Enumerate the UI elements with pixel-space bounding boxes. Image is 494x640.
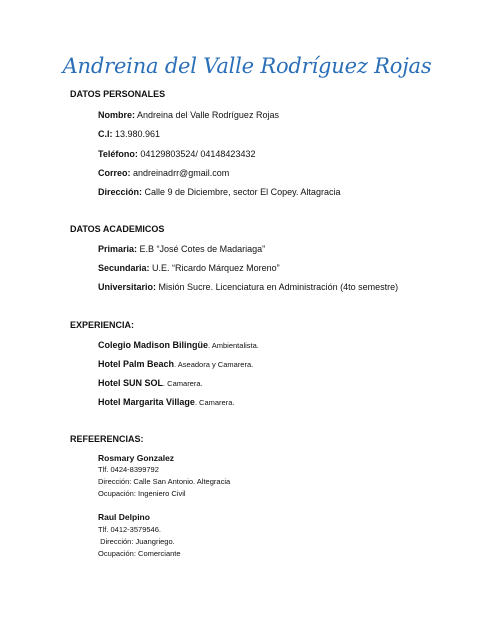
personal-id-line (98, 129, 160, 139)
field-label: Teléfono: (98, 149, 138, 159)
section-heading-experience: EXPERIENCIA: (70, 320, 135, 330)
experience-place: Hotel Palm Beach (98, 359, 175, 369)
academic-university-line (98, 282, 398, 292)
experience-item (98, 397, 234, 407)
personal-email-line (98, 168, 229, 178)
reference-phone: Tlf. 0424-8399792 (98, 465, 159, 474)
field-value: Andreina del Valle Rodríguez Rojas (137, 110, 279, 120)
personal-name-line (98, 110, 279, 120)
field-value: Misión Sucre. Licenciatura en Administración (4to semestre) (158, 282, 399, 292)
field-label: C.I: (98, 129, 113, 139)
field-value: E.B “José Cotes de Madariaga” (139, 244, 266, 254)
field-label: Nombre: (98, 110, 136, 120)
experience-item (98, 340, 259, 350)
personal-address-line (98, 187, 340, 197)
experience-place: Hotel SUN SOL (98, 378, 164, 388)
reference-occupation: Ocupación: Comerciante (98, 549, 181, 558)
field-label: Primaria: (98, 244, 138, 254)
section-heading-references: REFEERENCIAS: (70, 434, 144, 444)
reference-address: Dirección: Juangriego. (98, 537, 175, 546)
reference-occupation: Ocupación: Ingeniero Civil (98, 489, 186, 498)
reference-address: Dirección: Calle San Antonio. Altegracia (98, 477, 231, 486)
academic-secondary-line (98, 263, 280, 273)
document-title: Andreina del Valle Rodríguez Rojas (62, 54, 432, 78)
reference-name: Rosmary Gonzalez (98, 453, 175, 463)
personal-phone-line (98, 149, 255, 159)
experience-place: Colegio Madison Bilingüe (98, 340, 208, 350)
section-heading-personal: DATOS PERSONALES (70, 89, 166, 99)
experience-role: . Ambientalista. (208, 341, 259, 350)
field-label: Correo: (98, 168, 131, 178)
field-value: andreinadrr@gmail.com (133, 168, 230, 178)
field-value: 13.980.961 (115, 129, 161, 139)
reference-phone: Tlf. 0412-3579546. (98, 525, 161, 534)
experience-item (98, 359, 253, 369)
academic-primary-line (98, 244, 265, 254)
field-value: 04129803524/ 04148423432 (140, 149, 256, 159)
experience-place: Hotel Margarita Village (98, 397, 195, 407)
experience-role: . Aseadora y Camarera. (174, 360, 254, 369)
field-label: Dirección: (98, 187, 143, 197)
field-value: Calle 9 de Diciembre, sector El Copey. Altagracia (144, 187, 341, 197)
experience-item (98, 378, 203, 388)
section-heading-academic: DATOS ACADEMICOS (70, 224, 165, 234)
reference-name: Raul Delpino (98, 512, 150, 522)
experience-role: . Camarera. (163, 379, 203, 388)
field-label: Universitario: (98, 282, 157, 292)
experience-role: . Camarera. (194, 398, 235, 407)
field-label: Secundaria: (98, 263, 150, 273)
field-value: U.E. “Ricardo Márquez Moreno” (152, 263, 280, 273)
